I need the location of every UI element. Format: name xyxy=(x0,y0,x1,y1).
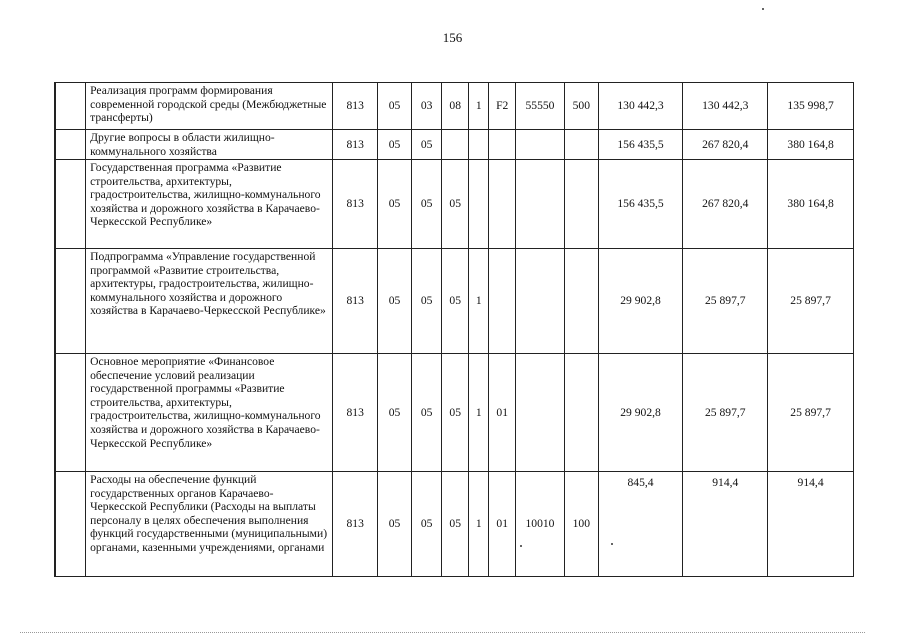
amount-cell-y1: 29 902,8 xyxy=(598,249,683,354)
code-cell-c6: 01 xyxy=(489,472,516,577)
page-number: 156 xyxy=(442,30,463,45)
code-cell-c1: 813 xyxy=(333,160,378,249)
scan-speck xyxy=(762,8,764,10)
code-cell-c7 xyxy=(515,249,564,354)
amount-cell-y1: 29 902,8 xyxy=(598,354,683,472)
code-cell-c5: 1 xyxy=(469,472,489,577)
code-cell-c1: 813 xyxy=(333,83,378,130)
row-name-cell: Подпрограмма «Управление государственной программой «Развитие строительства, архитектуры, градостроительства, жилищно-коммунального хозяйства и дорожного хозяйства в Карачаево-Черкесской Республике» xyxy=(86,249,333,354)
code-cell-c1: 813 xyxy=(333,130,378,160)
row-stub-cell xyxy=(55,354,86,472)
row-stub-cell xyxy=(55,130,86,160)
amount-cell-y3: 25 897,7 xyxy=(768,249,854,354)
code-cell-c4 xyxy=(442,130,469,160)
code-cell-c3: 05 xyxy=(411,472,442,577)
amount-cell-y1: 156 435,5 xyxy=(598,130,683,160)
amount-cell-y2: 267 820,4 xyxy=(683,160,768,249)
table-row xyxy=(55,130,854,160)
amount-cell-y3: 380 164,8 xyxy=(768,160,854,249)
code-cell-c1: 813 xyxy=(333,472,378,577)
row-name-cell: Расходы на обеспечение функций государственных органов Карачаево-Черкесской Республики (Расходы на выплаты персоналу в целях обеспечения выполнения функций государственными (муниципальными) органами, казенными учреждениями, органами xyxy=(86,472,333,577)
table-row xyxy=(55,354,854,472)
row-name-cell: Государственная программа «Развитие строительства, архитектуры, градостроительства, жилищно-коммунального хозяйства и дорожного хозяйства в Карачаево-Черкесской Республике» xyxy=(86,160,333,249)
amount-cell-y2: 130 442,3 xyxy=(683,83,768,130)
amount-cell-y1: 130 442,3 xyxy=(598,83,683,130)
row-stub-cell xyxy=(55,472,86,577)
code-cell-c6: F2 xyxy=(489,83,516,130)
code-cell-c4: 05 xyxy=(442,354,469,472)
code-cell-c5: 1 xyxy=(469,249,489,354)
row-name-cell: Другие вопросы в области жилищно-коммунального хозяйства xyxy=(86,130,333,160)
row-stub-cell xyxy=(55,83,86,130)
amount-cell-y2: 25 897,7 xyxy=(683,354,768,472)
code-cell-c6 xyxy=(489,130,516,160)
code-cell-c3: 05 xyxy=(411,249,442,354)
code-cell-c2: 05 xyxy=(378,83,412,130)
code-cell-c7 xyxy=(515,354,564,472)
code-cell-c3: 03 xyxy=(411,83,442,130)
code-cell-c6 xyxy=(489,249,516,354)
code-cell-c4: 05 xyxy=(442,472,469,577)
code-cell-c8: 500 xyxy=(564,83,598,130)
code-cell-c7 xyxy=(515,160,564,249)
amount-cell-y1: 156 435,5 xyxy=(598,160,683,249)
code-cell-c3: 05 xyxy=(411,354,442,472)
code-cell-c3: 05 xyxy=(411,160,442,249)
code-cell-c5 xyxy=(469,160,489,249)
amount-cell-y1: 845,4 xyxy=(598,472,683,577)
scan-speck xyxy=(520,545,522,547)
code-cell-c7: 10010 xyxy=(515,472,564,577)
code-cell-c8 xyxy=(564,130,598,160)
amount-cell-y2: 25 897,7 xyxy=(683,249,768,354)
code-cell-c7 xyxy=(515,130,564,160)
code-cell-c7: 55550 xyxy=(515,83,564,130)
code-cell-c4: 05 xyxy=(442,249,469,354)
bottom-scan-edge xyxy=(20,632,865,633)
amount-cell-y3: 135 998,7 xyxy=(768,83,854,130)
table-row xyxy=(55,249,854,354)
code-cell-c8 xyxy=(564,160,598,249)
row-name-cell: Основное мероприятие «Финансовое обеспечение условий реализации государственной программы «Развитие строительства, архитектуры, градостроительства, жилищно-коммунального хозяйства и дорожного хозяйства в Карачаево-Черкесской Республике» xyxy=(86,354,333,472)
code-cell-c2: 05 xyxy=(378,130,412,160)
code-cell-c2: 05 xyxy=(378,249,412,354)
amount-cell-y2: 267 820,4 xyxy=(683,130,768,160)
code-cell-c4: 05 xyxy=(442,160,469,249)
budget-table xyxy=(54,82,854,577)
row-stub-cell xyxy=(55,160,86,249)
code-cell-c4: 08 xyxy=(442,83,469,130)
code-cell-c6: 01 xyxy=(489,354,516,472)
code-cell-c1: 813 xyxy=(333,354,378,472)
row-name-cell: Реализация программ формирования современной городской среды (Межбюджетные трансферты) xyxy=(86,83,333,130)
scan-speck xyxy=(611,543,613,545)
code-cell-c1: 813 xyxy=(333,249,378,354)
table-row xyxy=(55,472,854,577)
code-cell-c6 xyxy=(489,160,516,249)
code-cell-c2: 05 xyxy=(378,354,412,472)
row-stub-cell xyxy=(55,249,86,354)
code-cell-c3: 05 xyxy=(411,130,442,160)
amount-cell-y3: 380 164,8 xyxy=(768,130,854,160)
table-row xyxy=(55,160,854,249)
amount-cell-y3: 25 897,7 xyxy=(768,354,854,472)
code-cell-c5: 1 xyxy=(469,83,489,130)
code-cell-c5 xyxy=(469,130,489,160)
code-cell-c8 xyxy=(564,249,598,354)
code-cell-c8 xyxy=(564,354,598,472)
table-row xyxy=(55,83,854,130)
code-cell-c2: 05 xyxy=(378,472,412,577)
amount-cell-y2: 914,4 xyxy=(683,472,768,577)
code-cell-c5: 1 xyxy=(469,354,489,472)
code-cell-c2: 05 xyxy=(378,160,412,249)
code-cell-c8: 100 xyxy=(564,472,598,577)
amount-cell-y3: 914,4 xyxy=(768,472,854,577)
